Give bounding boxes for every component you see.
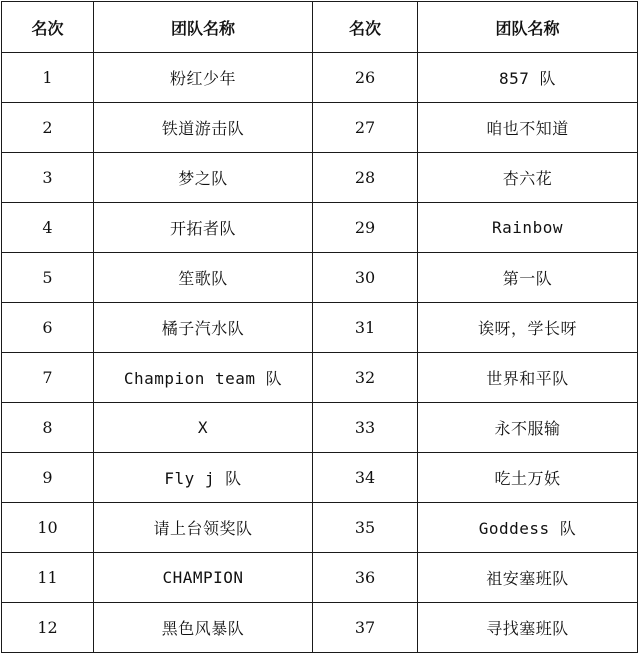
table-row: [2, 603, 638, 653]
team-name-cell: 粉红少年: [94, 53, 313, 103]
header-row: [2, 2, 638, 53]
team-name-cell: CHAMPION: [94, 553, 313, 603]
rank-cell: 27: [313, 103, 418, 153]
header-team-name-left: 团队名称: [94, 2, 313, 53]
table-row: [2, 203, 638, 253]
rank-cell: 12: [2, 603, 94, 653]
rank-cell: 31: [313, 303, 418, 353]
team-name-cell: 开拓者队: [94, 203, 313, 253]
team-name-cell: 梦之队: [94, 153, 313, 203]
rank-cell: 4: [2, 203, 94, 253]
rank-cell: 34: [313, 453, 418, 503]
team-name-cell: 黑色风暴队: [94, 603, 313, 653]
table-row: [2, 303, 638, 353]
team-name-cell: 世界和平队: [418, 353, 638, 403]
header-team-name-right: 团队名称: [418, 2, 638, 53]
team-name-cell: Fly j 队: [94, 453, 313, 503]
team-name-cell: 笙歌队: [94, 253, 313, 303]
table-row: [2, 403, 638, 453]
rank-cell: 37: [313, 603, 418, 653]
table-row: [2, 503, 638, 553]
team-name-cell: 诶呀，学长呀: [418, 303, 638, 353]
rank-cell: 6: [2, 303, 94, 353]
rank-cell: 11: [2, 553, 94, 603]
rank-cell: 1: [2, 53, 94, 103]
rank-cell: 8: [2, 403, 94, 453]
rank-cell: 7: [2, 353, 94, 403]
table-row: [2, 153, 638, 203]
team-name-cell: Champion team 队: [94, 353, 313, 403]
team-name-cell: 请上台领奖队: [94, 503, 313, 553]
team-name-cell: X: [94, 403, 313, 453]
team-name-cell: 857 队: [418, 53, 638, 103]
rank-cell: 9: [2, 453, 94, 503]
team-name-cell: 祖安塞班队: [418, 553, 638, 603]
ranking-table-body: [2, 53, 638, 653]
team-name-cell: Rainbow: [418, 203, 638, 253]
rank-cell: 3: [2, 153, 94, 203]
team-name-cell: 铁道游击队: [94, 103, 313, 153]
team-name-cell: 杏六花: [418, 153, 638, 203]
rank-cell: 2: [2, 103, 94, 153]
ranking-table: [1, 1, 638, 653]
rank-cell: 36: [313, 553, 418, 603]
team-name-cell: 咱也不知道: [418, 103, 638, 153]
header-rank-right: 名次: [313, 2, 418, 53]
team-name-cell: 橘子汽水队: [94, 303, 313, 353]
rank-cell: 26: [313, 53, 418, 103]
rank-cell: 33: [313, 403, 418, 453]
team-name-cell: 永不服输: [418, 403, 638, 453]
rank-cell: 28: [313, 153, 418, 203]
rank-cell: 29: [313, 203, 418, 253]
table-row: [2, 553, 638, 603]
header-rank-left: 名次: [2, 2, 94, 53]
rank-cell: 30: [313, 253, 418, 303]
table-row: [2, 353, 638, 403]
table-row: [2, 253, 638, 303]
rank-cell: 32: [313, 353, 418, 403]
table-row: [2, 53, 638, 103]
table-row: [2, 103, 638, 153]
team-name-cell: 吃土万妖: [418, 453, 638, 503]
team-name-cell: Goddess 队: [418, 503, 638, 553]
team-name-cell: 寻找塞班队: [418, 603, 638, 653]
rank-cell: 10: [2, 503, 94, 553]
table-row: [2, 453, 638, 503]
rank-cell: 5: [2, 253, 94, 303]
team-name-cell: 第一队: [418, 253, 638, 303]
rank-cell: 35: [313, 503, 418, 553]
